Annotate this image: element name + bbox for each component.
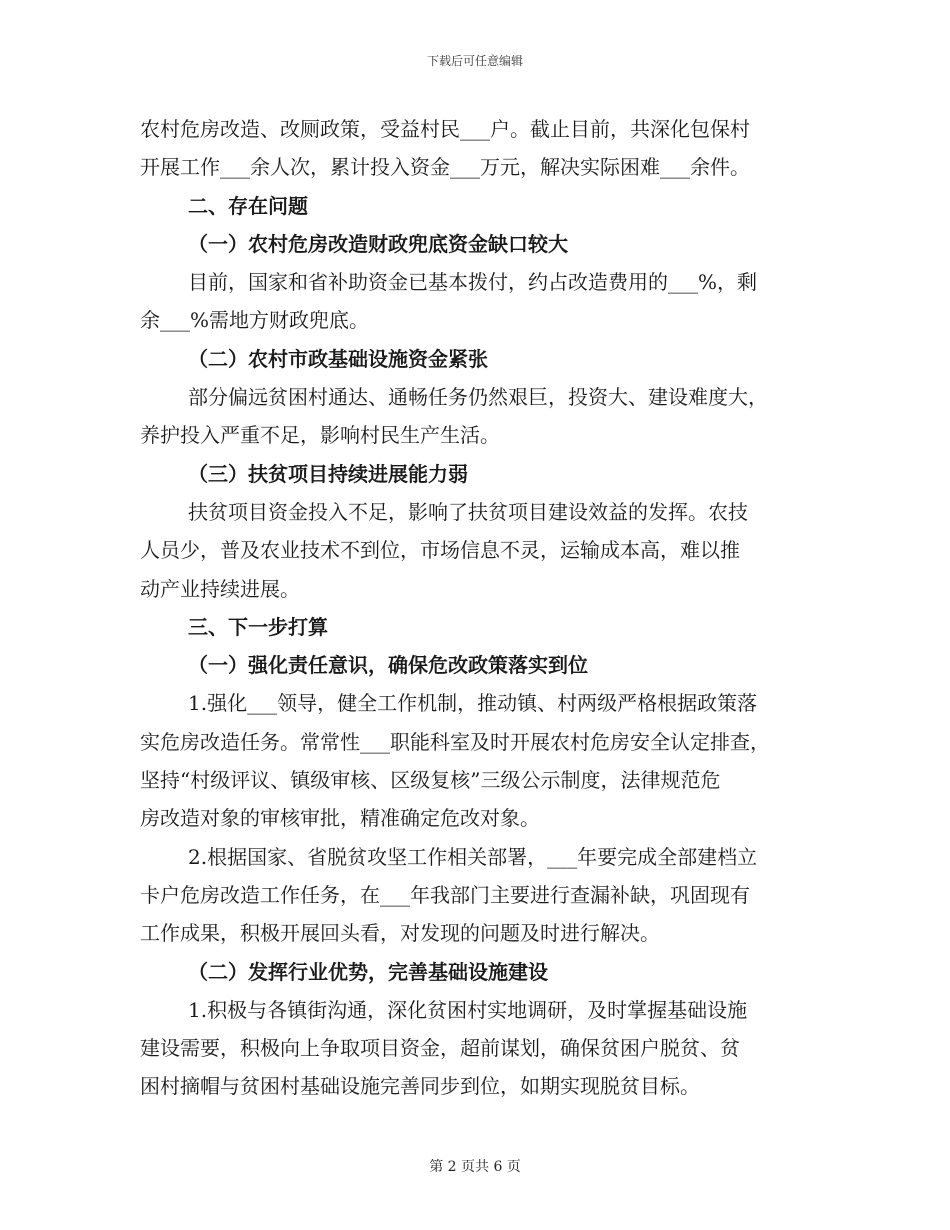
text-line: 开展工作___余人次，累计投入资金___万元，解决实际困难___余件。 (140, 155, 750, 180)
text-line: 目前，国家和省补助资金已基本拨付，约占改造费用的___%，剩 (188, 270, 758, 295)
text-line: 扶贫项目资金投入不足，影响了扶贫项目建设效益的发挥。农技 (188, 499, 748, 524)
text-line: 2.根据国家、省脱贫攻坚工作相关部署，___年要完成全部建档立 (188, 844, 758, 869)
subsection-heading: （一）强化责任意识，确保危改政策落实到位 (188, 653, 588, 678)
page-footer: 第 2 页共 6 页 (429, 1159, 521, 1175)
text-line: 卡户危房改造工作任务，在___年我部门主要进行查漏补缺，巩固现有 (140, 882, 750, 907)
text-line: 困村摘帽与贫困村基础设施完善同步到位，如期实现脱贫目标。 (140, 1074, 700, 1099)
subsection-heading: （三）扶贫项目持续进展能力弱 (188, 461, 468, 486)
text-line: 建设需要，积极向上争取项目资金，超前谋划，确保贫困户脱贫、贫 (140, 1036, 740, 1061)
subsection-heading: （一）农村危房改造财政兜底资金缺口较大 (188, 231, 568, 256)
text-line: 1.强化___领导，健全工作机制，推动镇、村两级严格根据政策落 (188, 691, 758, 716)
subsection-heading: （二）农村市政基础设施资金紧张 (188, 346, 488, 371)
text-line: 1.积极与各镇街沟通，深化贫困村实地调研，及时掌握基础设施 (188, 997, 748, 1022)
text-line: 工作成果，积极开展回头看，对发现的问题及时进行解决。 (140, 921, 660, 946)
text-line: 动产业持续进展。 (140, 576, 300, 601)
text-line: 养护投入严重不足，影响村民生产生活。 (140, 423, 500, 448)
section-heading: 二、存在问题 (188, 193, 308, 218)
text-line: 部分偏远贫困村通达、通畅任务仍然艰巨，投资大、建设难度大， (188, 385, 768, 410)
text-line: 人员少，普及农业技术不到位，市场信息不灵，运输成本高，难以推 (140, 538, 740, 563)
text-line: 实危房改造任务。常常性___职能科室及时开展农村危房安全认定排查， (140, 729, 770, 754)
subsection-heading: （二）发挥行业优势，完善基础设施建设 (188, 959, 548, 984)
text-line: 房改造对象的审核审批，精准确定危改对象。 (140, 806, 540, 831)
page-header: 下载后可任意编辑 (426, 54, 523, 68)
text-line: 农村危房改造、改厕政策，受益村民___户。截止目前，共深化包保村 (140, 117, 750, 141)
text-line: 坚持“村级评议、镇级审核、区级复核”三级公示制度，法律规范危 (140, 768, 721, 793)
text-line: 余___%需地方财政兜底。 (140, 308, 370, 333)
document-body (140, 110, 812, 1106)
section-heading: 三、下一步打算 (188, 614, 328, 639)
